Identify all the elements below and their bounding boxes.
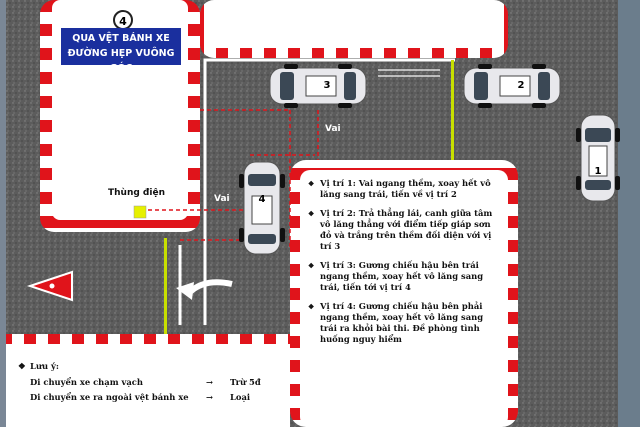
- legend-result: Trừ 5đ: [230, 377, 261, 387]
- legend-result: Loại: [230, 392, 251, 402]
- note-text: Vị trí 4: Gương chiếu hậu bên phải ngang thềm, xoay hết vô lăng sang trái ra khỏi bài thi. Đề phòng tình huống nguy hiểm: [320, 301, 484, 344]
- car-4: [239, 162, 285, 254]
- note-item: [308, 208, 496, 252]
- center-line-lower: [164, 238, 167, 334]
- bullet-icon: ❖: [308, 209, 315, 218]
- shoulder-label-b: Vai: [214, 194, 230, 204]
- bullet-icon: ❖: [308, 302, 315, 311]
- bullet-icon: ❖: [18, 361, 26, 371]
- legend-row: [18, 391, 278, 403]
- instruction-notes: [308, 178, 496, 353]
- legend-heading-row: [18, 360, 278, 372]
- electric-box-label: Thùng điện: [108, 188, 165, 198]
- car-2-number: 2: [517, 80, 525, 91]
- legend-row: [18, 376, 278, 388]
- exercise-title-line2: ĐƯỜNG HẸP VUÔNG GÓC: [67, 48, 175, 74]
- car-1-number: 1: [594, 166, 602, 177]
- island-top-center: [200, 0, 508, 58]
- electric-box: [134, 206, 146, 218]
- bullet-icon: ❖: [308, 261, 315, 270]
- exercise-title: [61, 28, 181, 74]
- note-item: [308, 301, 496, 345]
- side-scenery-right: [618, 0, 640, 427]
- note-item: [308, 178, 496, 200]
- car-4-number: 4: [258, 194, 266, 205]
- arrow-icon: →: [206, 377, 214, 387]
- arrow-icon: →: [206, 392, 214, 402]
- car-3-number: 3: [323, 80, 331, 91]
- legend-action: Di chuyển xe chạm vạch: [30, 377, 143, 387]
- bullet-icon: ❖: [308, 179, 315, 188]
- legend-action: Di chuyển xe ra ngoài vệt bánh xe: [30, 392, 189, 402]
- penalty-legend: [18, 360, 278, 403]
- note-text: Vị trí 3: Gương chiếu hậu bên trái ngang thềm, xoay hết vô lăng sang trái, tiến tới vị trí 4: [320, 260, 484, 292]
- note-text: Vị trí 1: Vai ngang thềm, xoay hết vô lăng sang trái, tiến về vị trí 2: [320, 178, 491, 199]
- note-item: [308, 260, 496, 293]
- exercise-title-line1: QUA VỆT BÁNH XE: [72, 33, 170, 44]
- center-line-vertical: [451, 60, 454, 160]
- shoulder-label-a: Vai: [325, 124, 341, 134]
- side-scenery-left: [0, 0, 6, 427]
- legend-heading: Lưu ý:: [30, 361, 59, 371]
- exercise-number: 4: [113, 10, 133, 30]
- note-text: Vị trí 2: Trả thẳng lái, canh giữa tâm vô lăng thẳng với điểm tiếp giáp sơn đỏ và trắng trên thềm đối diện với vị trí 3: [320, 208, 493, 251]
- car-1: [576, 115, 620, 201]
